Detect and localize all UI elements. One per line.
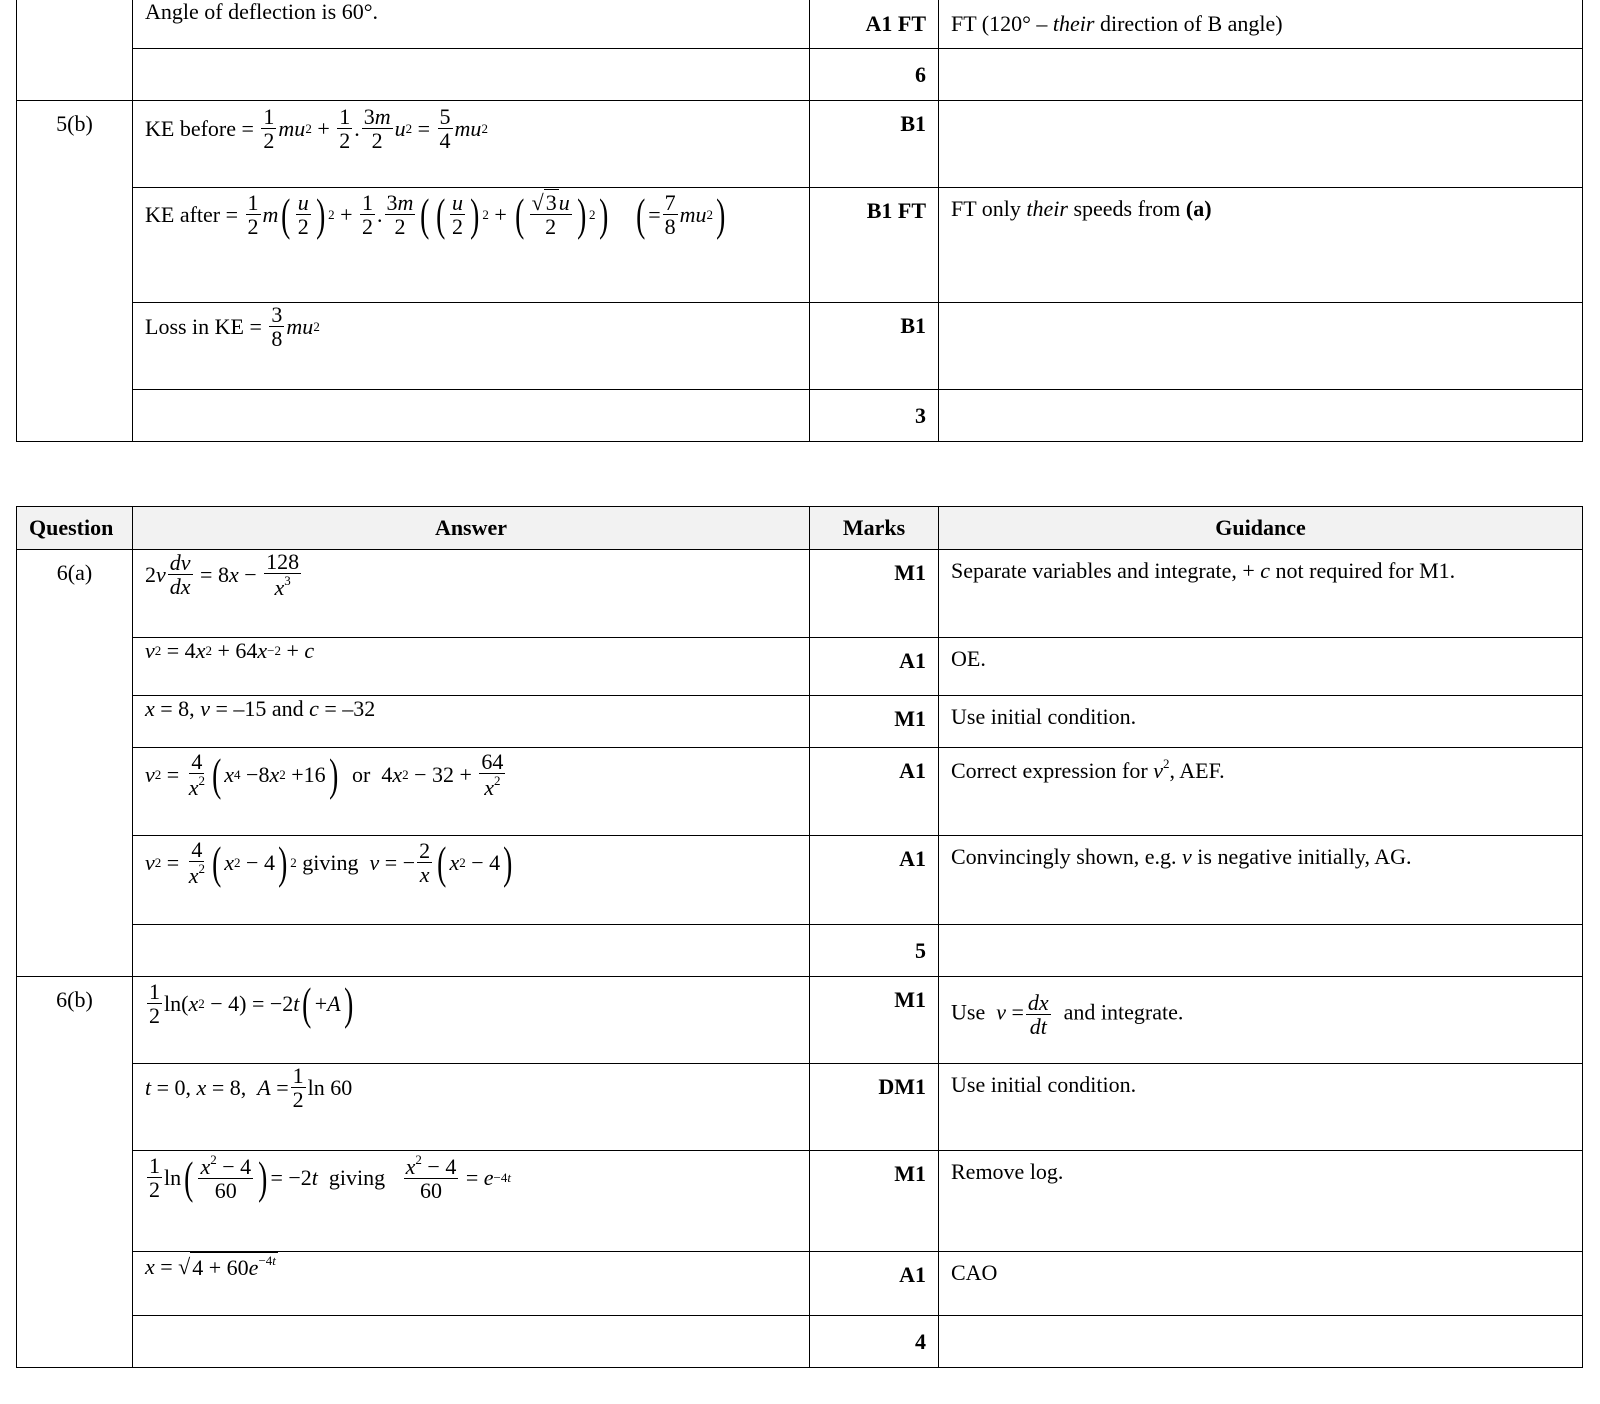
table-row bbox=[17, 977, 1583, 1064]
guidance-emphasis: v bbox=[1182, 844, 1192, 869]
answer-cell bbox=[133, 696, 810, 748]
guidance-cell bbox=[939, 550, 1583, 638]
marks-cell: M1 bbox=[810, 1151, 939, 1252]
header-question: Question bbox=[17, 507, 133, 550]
answer-cell bbox=[133, 550, 810, 638]
table-row bbox=[17, 49, 1583, 101]
answer-cell bbox=[133, 836, 810, 925]
table-row bbox=[17, 836, 1583, 925]
marks-cell: A1 bbox=[810, 748, 939, 836]
guidance-cell bbox=[939, 836, 1583, 925]
table-row bbox=[17, 1252, 1583, 1316]
answer-cell bbox=[133, 748, 810, 836]
header-guidance: Guidance bbox=[939, 507, 1583, 550]
marks-cell: A1 bbox=[810, 836, 939, 925]
answer-expression: t = 0, x = 8, A = $\frac{1}{2}$ ln 60 bbox=[145, 1063, 353, 1113]
header-marks: Marks bbox=[810, 507, 939, 550]
guidance-text: Separate variables and integrate, + bbox=[951, 558, 1261, 583]
mark-scheme-table-q5 bbox=[16, 0, 1583, 442]
marks-cell: A1 bbox=[810, 638, 939, 696]
guidance-text: direction of B angle) bbox=[1094, 10, 1283, 36]
answer-expression: 2 v $\frac{dv}{dx}$ = 8 x − $\frac{128}{x^3}$ bbox=[145, 549, 300, 601]
guidance-text: Convincingly shown, e.g. bbox=[951, 844, 1182, 869]
answer-label: KE before = bbox=[145, 115, 254, 141]
marks-cell: A1 FT bbox=[810, 0, 939, 49]
table-row bbox=[17, 748, 1583, 836]
guidance-cell: Use v = $\frac{dx}{dt}$ and integrate. bbox=[939, 977, 1583, 1064]
answer-cell bbox=[133, 1151, 810, 1252]
header-row bbox=[17, 507, 1583, 550]
total-marks-cell: 5 bbox=[810, 925, 939, 977]
answer-cell bbox=[133, 1064, 810, 1151]
guidance-text: speeds from bbox=[1067, 196, 1186, 221]
answer-cell bbox=[133, 49, 810, 101]
answer-cell bbox=[133, 638, 810, 696]
connective-word: or bbox=[351, 761, 371, 787]
guidance-cell bbox=[939, 303, 1583, 390]
guidance-text: , AEF. bbox=[1169, 758, 1225, 783]
answer-expression: v 2 = $\frac{4}{x^2}$ ( x 4 −8 x 2 +16 ) or 4 x 2 − 32 + $\frac{64}{x^2}$ bbox=[145, 748, 504, 800]
guidance-text: Use bbox=[951, 999, 986, 1025]
guidance-cell: OE. bbox=[939, 638, 1583, 696]
marks-cell: B1 FT bbox=[810, 188, 939, 303]
total-marks-cell: 4 bbox=[810, 1316, 939, 1368]
answer-label: KE after = bbox=[145, 201, 239, 227]
answer-cell bbox=[133, 1316, 810, 1368]
table-row bbox=[17, 101, 1583, 188]
answer-cell bbox=[133, 977, 810, 1064]
question-cell-5b: 5(b) bbox=[17, 101, 133, 442]
marks-cell: M1 bbox=[810, 696, 939, 748]
table-row bbox=[17, 550, 1583, 638]
connective-word: giving bbox=[302, 849, 359, 875]
table-row bbox=[17, 1316, 1583, 1368]
loss-ke-expression: Loss in KE = $\frac{3}{8}$ mu 2 bbox=[145, 302, 320, 352]
answer-expression: $\frac{1}{2}$ ln ( $\frac{x^2 - 4}{60}$ ) = −2 t giving $\frac{x^2 - 4}{60}$ = e −4t bbox=[149, 1151, 511, 1203]
answer-text: Angle of deflection is 60°. bbox=[145, 0, 379, 24]
guidance-text: and integrate. bbox=[1063, 999, 1184, 1025]
guidance-part-ref: (a) bbox=[1185, 196, 1212, 221]
guidance-text: Correct expression for bbox=[951, 758, 1154, 783]
answer-cell bbox=[133, 0, 810, 49]
answer-cell bbox=[133, 1252, 810, 1316]
question-cell-5a bbox=[17, 0, 133, 101]
guidance-text: not required for M1. bbox=[1270, 558, 1456, 583]
marks-cell: M1 bbox=[810, 550, 939, 638]
table-row bbox=[17, 390, 1583, 442]
question-cell-6a: 6(a) bbox=[17, 550, 133, 977]
table-row bbox=[17, 638, 1583, 696]
marks-cell: B1 bbox=[810, 101, 939, 188]
answer-expression: x = √ $4 + 60e^{-4t}$ bbox=[145, 1253, 276, 1280]
guidance-cell bbox=[939, 925, 1583, 977]
marks-cell: DM1 bbox=[810, 1064, 939, 1151]
table-row bbox=[17, 1151, 1583, 1252]
marks-cell: B1 bbox=[810, 303, 939, 390]
guidance-emphasis: their bbox=[1026, 196, 1068, 221]
answer-expression: x = 8, v = –15 and c = –32 bbox=[145, 696, 376, 721]
ke-after-expression: KE after = $\frac{1}{2}$ m ( $\frac{u}{2}$ ) 2 + $\frac{1}{2}$ . $\frac{3m}{2}$ ( ( $\frac{u}{2}$ ) 2 + ( $\frac{√3u}{2}$ ) 2 ) ( = $\frac{7}{8}$ mu 2 ) bbox=[145, 189, 726, 240]
guidance-cell bbox=[939, 188, 1583, 303]
ke-before-expression: KE before = $\frac{1}{2}$ mu 2 + $\frac{1}{2}$ . $\frac{3m}{2}$ u 2 = $\frac{5}{4}$ mu 2 bbox=[145, 104, 488, 154]
table-row bbox=[17, 925, 1583, 977]
question-cell-6b: 6(b) bbox=[17, 977, 133, 1368]
marks-cell: M1 bbox=[810, 977, 939, 1064]
answer-cell bbox=[133, 101, 810, 188]
answer-expression: $\frac{1}{2}$ ln( x 2 − 4) = −2 t ( + A ) bbox=[149, 978, 353, 1029]
mark-scheme-table-q6 bbox=[16, 506, 1583, 1368]
connective-word: giving bbox=[328, 1164, 386, 1190]
guidance-emphasis: c bbox=[1260, 558, 1271, 583]
answer-cell bbox=[133, 390, 810, 442]
guidance-cell: CAO bbox=[939, 1252, 1583, 1316]
guidance-cell: Use initial condition. bbox=[939, 696, 1583, 748]
answer-cell bbox=[133, 303, 810, 390]
total-marks-cell: 6 bbox=[810, 49, 939, 101]
guidance-cell bbox=[939, 0, 1583, 49]
table-row bbox=[17, 696, 1583, 748]
guidance-text: FT (120° – bbox=[951, 10, 1053, 36]
table-row bbox=[17, 0, 1583, 49]
total-marks-cell: 3 bbox=[810, 390, 939, 442]
guidance-emphasis: their bbox=[1052, 10, 1095, 36]
header-answer: Answer bbox=[133, 507, 810, 550]
guidance-text: FT only bbox=[951, 196, 1027, 221]
answer-label: Loss in KE = bbox=[145, 313, 262, 339]
marks-cell: A1 bbox=[810, 1252, 939, 1316]
guidance-cell: Use initial condition. bbox=[939, 1064, 1583, 1151]
guidance-cell bbox=[939, 1316, 1583, 1368]
answer-cell bbox=[133, 925, 810, 977]
answer-expression: v 2 = 4 x 2 + 64 x −2 + c bbox=[145, 638, 315, 663]
table-row bbox=[17, 303, 1583, 390]
answer-expression: v 2 = $\frac{4}{x^2}$ ( x 2 − 4 ) 2 giving v = − $\frac{2}{x}$ ( x 2 − 4 ) bbox=[145, 836, 513, 888]
guidance-text: is negative initially, AG. bbox=[1191, 844, 1412, 869]
guidance-cell bbox=[939, 390, 1583, 442]
answer-cell bbox=[133, 188, 810, 303]
guidance-cell: Remove log. bbox=[939, 1151, 1583, 1252]
guidance-cell bbox=[939, 49, 1583, 101]
table-row bbox=[17, 1064, 1583, 1151]
guidance-cell: Correct expression for $v^2$, AEF. bbox=[939, 748, 1583, 836]
table-row bbox=[17, 188, 1583, 303]
guidance-cell bbox=[939, 101, 1583, 188]
